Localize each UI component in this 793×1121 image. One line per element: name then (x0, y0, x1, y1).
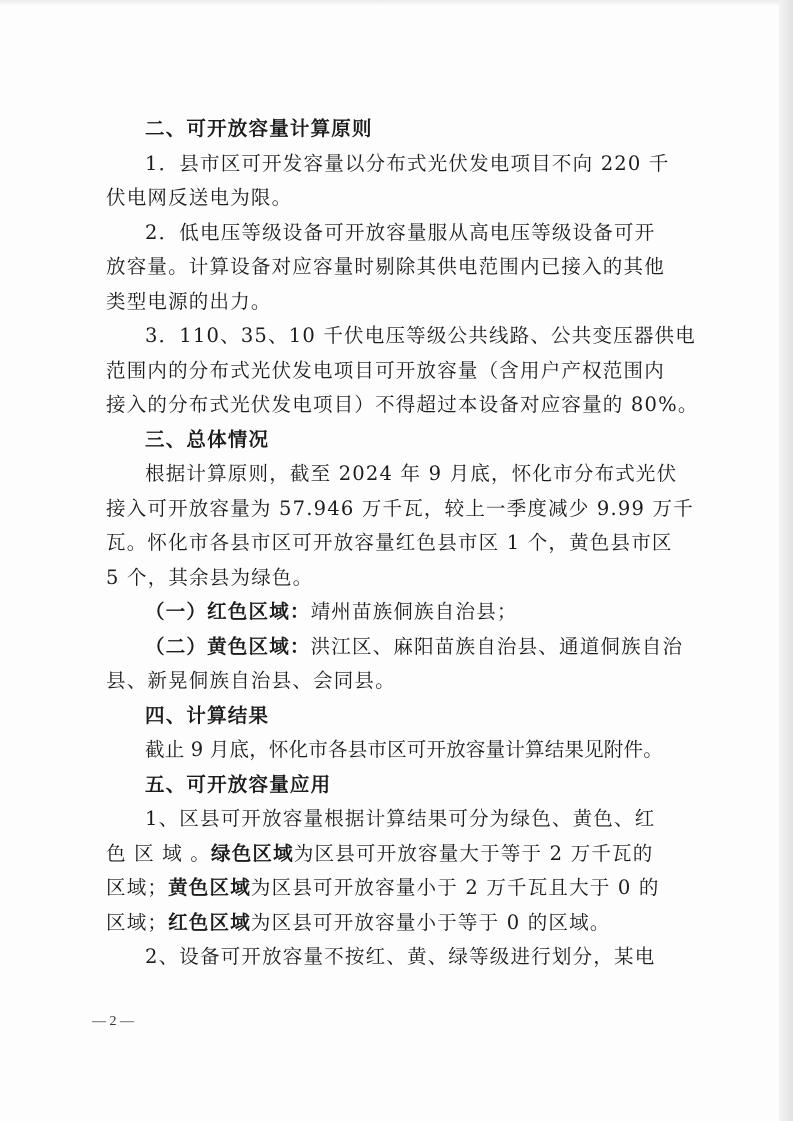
section-heading: 二、可开放容量计算原则 (145, 117, 373, 140)
paragraph-line (106, 871, 686, 906)
paragraph-line: 县、新晃侗族自治县、会同县。 (106, 669, 396, 692)
page-number: — 2 — (92, 1014, 134, 1029)
paragraph-line: 1．县市区可开发容量以分布式光伏发电项目不向 220 千 (145, 151, 670, 175)
paragraph-line: 放容量。计算设备对应容量时剔除其供电范围内已接入的其他 (106, 255, 665, 278)
paragraph-line (106, 837, 686, 872)
scan-edge-top (0, 0, 793, 6)
paragraph-line: 2、设备可开放容量不按红、黄、绿等级进行划分，某电 (145, 945, 656, 968)
section-heading: 四、计算结果 (145, 703, 270, 727)
red-area-line (106, 595, 686, 630)
text-run: 色 区 域 。 (106, 841, 211, 865)
paragraph-line: 5 个，其余县为绿色。 (106, 565, 314, 589)
text-run: 区域； (106, 910, 169, 934)
text-run: 为区县可开放容量小于 2 万千瓦且大于 0 的 (250, 876, 660, 899)
red-area-term: 红色区域 (168, 910, 251, 934)
paragraph-line: 接入可开放容量为 57.946 万千瓦，较上一季度减少 9.99 万千 (106, 496, 694, 520)
section-heading: 三、总体情况 (145, 427, 270, 451)
paragraph-line: 截止 9 月底，怀化市各县市区可开放容量计算结果见附件。 (145, 738, 663, 761)
paragraph-line: 伏电网反送电为限。 (106, 186, 293, 209)
paragraph-line: 1、区县可开放容量根据计算结果可分为绿色、黄色、红 (145, 807, 656, 830)
paragraph-line: 范围内的分布式光伏发电项目可开放容量（含用户产权范围内 (106, 358, 665, 382)
paragraph-line: 3．110、35、10 千伏电压等级公共线路、公共变压器供电 (145, 324, 696, 347)
green-area-term: 绿色区域 (211, 841, 294, 865)
text-run: 为区县可开放容量小于等于 0 的区域。 (250, 910, 611, 934)
document-body (106, 110, 699, 975)
red-area-text: 靖州苗族侗族自治县； (310, 600, 518, 623)
section-heading: 五、可开放容量应用 (145, 772, 332, 796)
text-run: 区域； (106, 876, 169, 899)
paragraph-line: 2．低电压等级设备可开放容量服从高电压等级设备可开 (145, 220, 656, 244)
paragraph-line: 接入的分布式光伏发电项目）不得超过本设备对应容量的 80%。 (106, 393, 699, 416)
yellow-area-term: 黄色区域 (168, 876, 251, 899)
yellow-area-text: 洪江区、麻阳苗族自治县、通道侗族自治 (310, 634, 684, 658)
yellow-area-label: （二）黄色区域： (145, 634, 311, 658)
paragraph-line: 瓦。怀化市各县市区可开放容量红色县市区 1 个，黄色县市区 (106, 531, 673, 554)
yellow-area-line (106, 630, 686, 665)
paragraph-line: 类型电源的出力。 (106, 289, 272, 313)
paragraph-line: 根据计算原则，截至 2024 年 9 月底，怀化市分布式光伏 (145, 462, 678, 485)
paragraph-line (106, 906, 686, 941)
red-area-label: （一）红色区域： (145, 600, 311, 623)
text-run: 为区县可开放容量大于等于 2 万千瓦的 (293, 841, 654, 865)
scan-edge-right (779, 0, 793, 1121)
